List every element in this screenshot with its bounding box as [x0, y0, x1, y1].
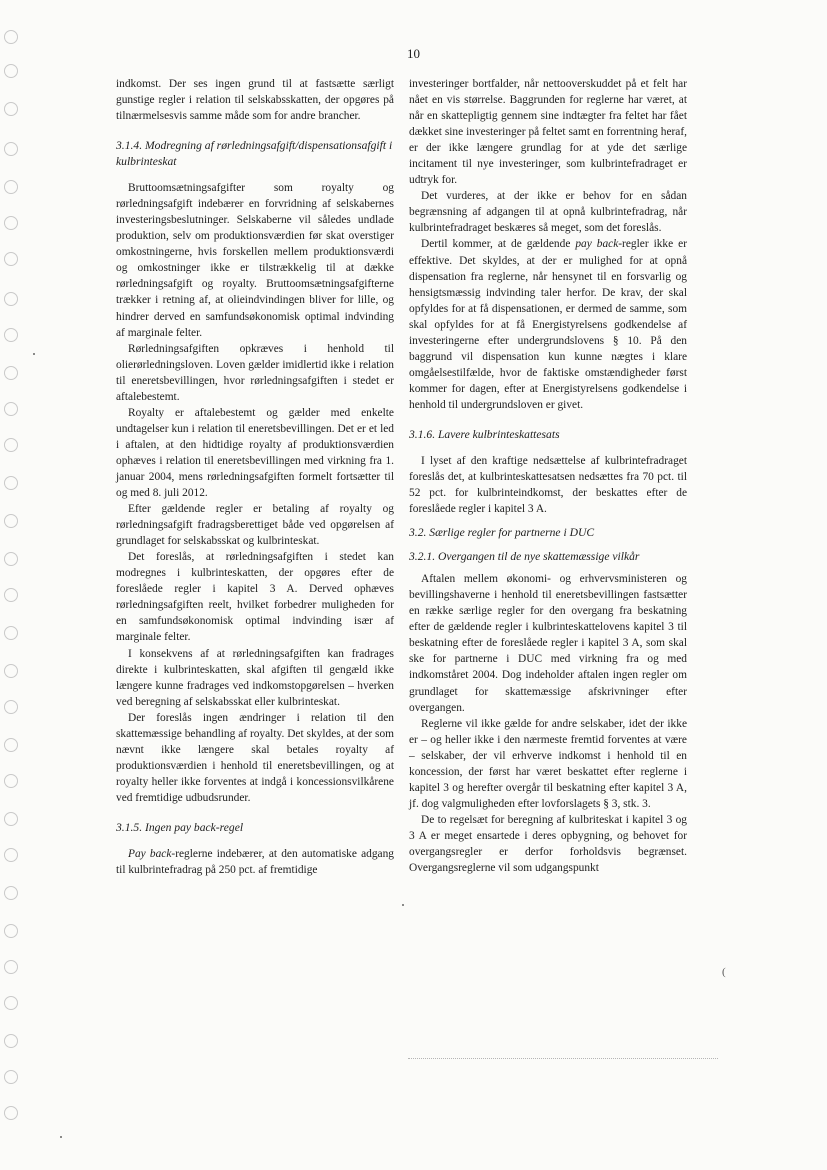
left-paragraph-6: Det foreslås, at rørledningsafgiften i stedet kan modregnes i kulbrinteskatten, der opgøres efter de foreslåede regler i kapitel 3 A. Derved ophæves rørledningsafgiften reelt, hvilket forbedrer muligheden for en samfundsøkonomisk optimal indvinding især af marginale felter. — [116, 551, 394, 644]
left-column — [116, 76, 394, 878]
right-paragraph-6: Reglerne vil ikke gælde for andre selskaber, idet der ikke er – og heller ikke i den nærmeste fremtid forventes at være – selskaber, der vil erhverve indkomst i henhold til en koncession, der først har været beskattet efter reglerne i kapitel 3 og herefter overgår til beskatning efter kapitel 3 A, jf. dog valgmuligheden efter lovforslagets § 3, stk. 3. — [409, 717, 687, 810]
pay-back-term-inline: pay back — [575, 238, 619, 251]
right-paragraph-3-start: Dertil kommer, at de gældende — [421, 238, 576, 251]
section-heading-3-2-1: 3.2.1. Overgangen til de nye skattemæssige vilkår — [409, 550, 640, 564]
section-heading-3-1-6: 3.1.6. Lavere kulbrinteskattesats — [409, 427, 560, 441]
left-paragraph-3: Rørledningsafgiften opkræves i henhold til olierørledningsloven. Loven gælder imidlertid ikke i relation til eneretsbevillingen, hvor rørledningsafgiften i stedet er aftalebestemt. — [116, 342, 394, 403]
section-heading-3-1-5: 3.1.5. Ingen pay back-regel — [116, 820, 244, 834]
section-heading-3-2: 3.2. Særlige regler for partnerne i DUC — [409, 526, 595, 540]
left-paragraph-8: Der foreslås ingen ændringer i relation til den skattemæssige behandling af royalty. Det skyldes, at der som nævnt ikke længere skal betales royalty af produktionsværdien i henhold til eneretsbevillingen, og at royalty heller ikke forventes at indgå i koncessionsvilkårene ved fremtidige udbudsrunder. — [116, 711, 394, 804]
pay-back-term: Pay back — [128, 847, 172, 860]
left-paragraph-1: indkomst. Der ses ingen grund til at fastsætte særligt gunstige regler i relation til selskabsskatten, der opgøres på tilnærmelsesvis samme måde som for andre brancher. — [116, 78, 394, 123]
right-paragraph-7: De to regelsæt for beregning af kulbriteskat i kapitel 3 og 3 A er meget ensartede i deres opbygning, og behovet for overgangsregler er derfor forholdsvis begrænset. Overgangsreglerne vil som udgangspunkt — [409, 813, 687, 875]
right-paragraph-5: Aftalen mellem økonomi- og erhvervsministeren og bevillingshaverne i henhold til eneretsbevillingen fastsætter en række særlige regler for den overgang fra beskatning efter de gældende regler i kulbrinteskattelovens kapitel 3 til beskatning efter de foreslåede regler i kapitel 3 A, som skal ske for partnerne i DUC med virkning fra og med indkomståret 2004. Dog indeholder aftalen ingen regler om grundlaget for skattemæssige afskrivninger efter overgangen. — [409, 573, 687, 714]
right-paragraph-4: I lyset af den kraftige nedsættelse af kulbrintefradraget foreslås det, at kulbrinteskattesatsen nedsættes fra 70 pct. til 52 pct. for kulbrinteindkomst, der beskattes efter de foreslåede regler i kapitel 3 A. — [409, 454, 687, 516]
section-heading-3-1-4: 3.1.4. Modregning af rørledningsafgift/dispensationsafgift i kulbrinteskat — [116, 139, 393, 169]
dotted-divider — [408, 1058, 718, 1059]
left-paragraph-4: Royalty er aftalebestemt og gælder med enkelte undtagelser kun i relation til eneretsbevillingen. Det er et led i aftalen, at den hidtidige royalty af produktionsværdien ophæves i relation til eneretsbevillingen med virkning fra 1. januar 2004, mens rørledningsafgiften formelt fortsætter til og med 8. juli 2012. — [116, 406, 394, 500]
left-paragraph-9-rest: -reglerne indebærer, at den automatiske adgang til kulbrintefradrag på 250 pct. af fremtidige — [116, 847, 394, 877]
left-paragraph-5: Efter gældende regler er betaling af royalty og rørledningsafgift fradragsberettiget både ved opgørelsen af grundlaget for selskabsskat og kulbrinteskat. — [116, 503, 394, 548]
right-paragraph-3-rest: -regler ikke er effektive. Det skyldes, at der er mulighed for at opnå dispensation fra reglerne, når hensynet til en forsvarlig og hensigtsmæssig indvinding taler herfor. De krav, der skal opfyldes for at få dispensationen, er dermed de samme, som skal opfyldes for at få Energistyrelsens godkendelse af investeringerne efter undergrundslovens § 10. På den baggrund vil dispensation kun kunne nægtes i klare omgåelsestilfælde, hvor de faktiske omstændigheder først kommer for dagen, efter at Energistyrelsens godkendelse i henhold til undergrundsloven er givet. — [409, 238, 687, 411]
right-column — [409, 76, 687, 876]
margin-mark: ( — [722, 966, 726, 978]
right-paragraph-2: Det vurderes, at der ikke er behov for en sådan begrænsning af adgangen til at opnå kulbrintefradrag, når kulbrintefradraget beskæres så meget, som det foreslås. — [409, 190, 687, 235]
left-paragraph-9 — [116, 846, 394, 878]
page-number: 10 — [407, 46, 420, 61]
left-paragraph-7: I konsekvens af at rørledningsafgiften kan fradrages direkte i kulbrinteskatten, skal afgiften til gengæld ikke længere kunne fradrages ved indkomstopgørelsen – hverken ved beregning af selskabsskat eller kulbrinteskat. — [116, 647, 394, 708]
left-paragraph-2: Bruttoomsætningsafgifter som royalty og rørledningsafgift indebærer en forvridning af selskabernes investeringsbeslutninger. Selskaberne vil således undlade produktion, selv om produktionsværdien før skat overstiger omkostningerne, hvis forskellen mellem produktionsværdi og omkostninger ikke er tilstrækkelig til at dække rørledningsafgift og royalty. Bruttoomsætningsafgifterne trækker i retning af, at olieindvindingen bliver for lille, og hindrer derved en samfundsøkonomisk optimal indvinding af marginale felter. — [116, 182, 394, 339]
punch-holes — [4, 30, 18, 1150]
right-paragraph-1: investeringer bortfalder, når nettooverskuddet på et felt har nået en vis størrelse. Baggrunden for reglerne har været, at når en skattepligtig gennem sine indtægter fra feltet har fået dækket sine investeringer på feltet samt en forrentning heraf, er der ikke længere grundlag for at yde det særlige incitament til nye investeringer, som kulbrintefradraget er udtryk for. — [409, 78, 687, 187]
right-paragraph-3 — [409, 236, 687, 413]
